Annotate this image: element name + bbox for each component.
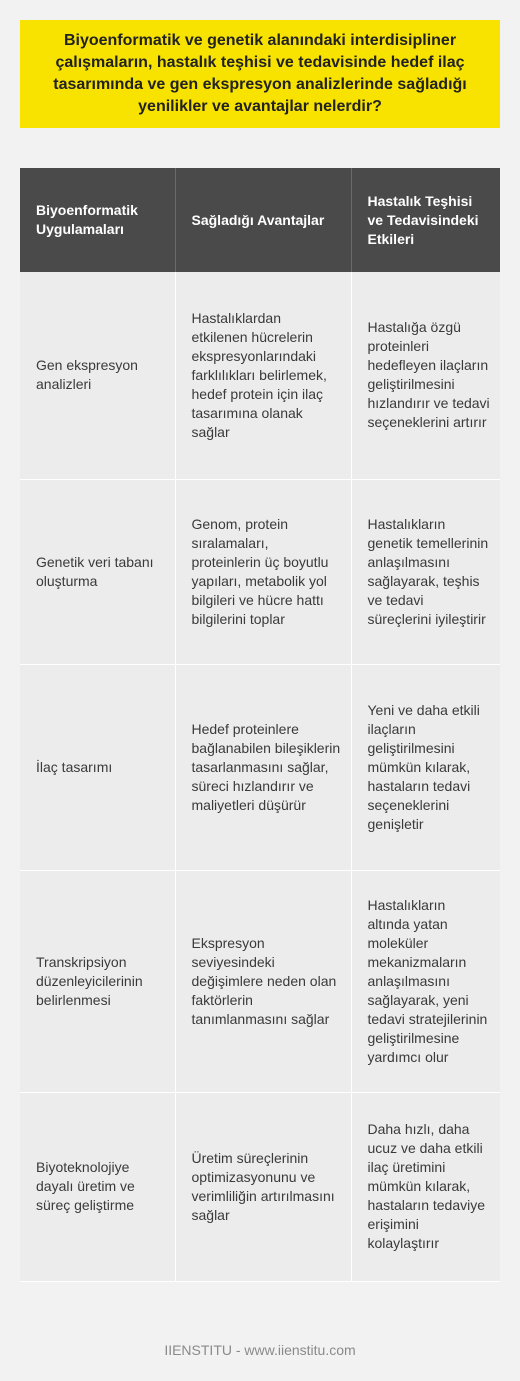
table-row — [20, 272, 500, 479]
page-title: Biyoenformatik ve genetik alanındaki interdisipliner çalışmaların, hastalık teşhisi ve tedavisinde hedef ilaç tasarımında ve gen ekspresyon analizlerinde sağladığı yenilikler ve avantajlar nelerdir? — [53, 32, 467, 115]
column-header-effects: Hastalık Teşhisi ve Tedavisindeki Etkileri — [351, 168, 500, 272]
table-row — [20, 479, 500, 664]
column-header-applications: Biyoenformatik Uygulamaları — [20, 168, 175, 272]
title-banner — [20, 20, 500, 128]
table-cell-application: Transkripsiyon düzenleyicilerinin belirlenmesi — [20, 870, 175, 1092]
info-table — [20, 168, 500, 1282]
table-cell-application: Biyoteknolojiye dayalı üretim ve süreç geliştirme — [20, 1092, 175, 1281]
table-row — [20, 870, 500, 1092]
table-cell-advantage: Hedef proteinlere bağlanabilen bileşiklerin tasarlanmasını sağlar, süreci hızlandırır ve maliyetleri düşürür — [175, 664, 351, 870]
table-row — [20, 664, 500, 870]
table-cell-application: Gen ekspresyon analizleri — [20, 272, 175, 479]
footer-credit: IIENSTITU - www.iienstitu.com — [164, 1342, 356, 1358]
table-cell-effect: Daha hızlı, daha ucuz ve daha etkili ilaç üretimini mümkün kılarak, hastaların tedaviye erişimini kolaylaştırır — [351, 1092, 500, 1281]
table-cell-advantage: Genom, protein sıralamaları, proteinlerin üç boyutlu yapıları, metabolik yol bilgileri ve hücre hattı bilgilerini toplar — [175, 479, 351, 664]
table-cell-advantage: Hastalıklardan etkilenen hücrelerin ekspresyonlarındaki farklılıkları belirlemek, hedef protein için ilaç tasarımına olanak sağlar — [175, 272, 351, 479]
table-cell-effect: Hastalıkların genetik temellerinin anlaşılmasını sağlayarak, teşhis ve tedavi süreçlerini iyileştirir — [351, 479, 500, 664]
table-cell-effect: Yeni ve daha etkili ilaçların geliştirilmesini mümkün kılarak, hastaların tedavi seçeneklerini genişletir — [351, 664, 500, 870]
table-cell-effect: Hastalıkların altında yatan moleküler mekanizmaların anlaşılmasını sağlayarak, yeni tedavi stratejilerinin geliştirilmesine yardımcı olur — [351, 870, 500, 1092]
table-cell-effect: Hastalığa özgü proteinleri hedefleyen ilaçların geliştirilmesini hızlandırır ve tedavi seçeneklerini artırır — [351, 272, 500, 479]
table-row — [20, 1092, 500, 1281]
column-header-advantages: Sağladığı Avantajlar — [175, 168, 351, 272]
table-header-row — [20, 168, 500, 272]
table-cell-application: İlaç tasarımı — [20, 664, 175, 870]
table-cell-application: Genetik veri tabanı oluşturma — [20, 479, 175, 664]
table-cell-advantage: Ekspresyon seviyesindeki değişimlere neden olan faktörlerin tanımlanmasını sağlar — [175, 870, 351, 1092]
table-cell-advantage: Üretim süreçlerinin optimizasyonunu ve verimliliğin artırılmasını sağlar — [175, 1092, 351, 1281]
